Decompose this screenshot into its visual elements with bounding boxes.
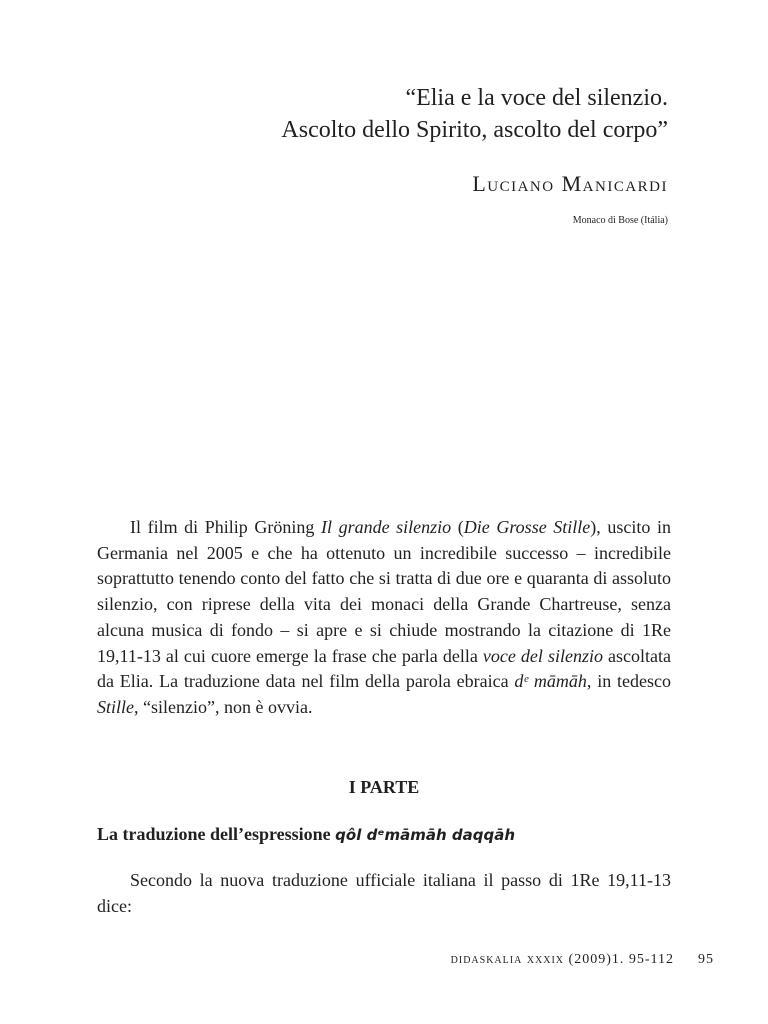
subheading-transliteration: qôl dᵉmāmāh daqqāh <box>335 826 516 844</box>
german-word: Stille <box>97 696 134 717</box>
title-line-1: “Elia e la voce del silenzio. <box>405 85 668 111</box>
part-heading: I PARTE <box>348 777 420 797</box>
section-subheading <box>97 824 515 845</box>
page-footer <box>451 952 714 968</box>
author-name: Luciano Manicardi <box>472 171 668 196</box>
text-run: , in tedesco <box>586 671 671 692</box>
text-run: , “silenzio”, non è ovvia. <box>134 696 313 717</box>
film-title: Il grande silenzio <box>320 517 452 537</box>
body-paragraph: Secondo la nuova traduzione ufficiale italiana il passo di 1Re 19,11-13 dice: <box>97 870 671 916</box>
article-title <box>281 82 668 146</box>
title-line-2: Ascolto dello Spirito, ascolto del corpo” <box>281 117 668 143</box>
hebrew-word: dᵉ māmāh <box>514 671 587 692</box>
text-run: ), uscito in Germania nel 2005 e che ha ottenuto un incredibile successo – incredibile soprattutto tenendo conto del fatto che si tratta di due ore e quaranta di assoluto silenzio, con riprese della vita dei monaci della Grande Chartreuse, senza alcuna musica di fondo – si apre e si chiude mostrando la citazione di 1Re 19,11-13 al cui cuore emerge la frase che parla della <box>97 517 671 666</box>
author-affiliation: Monaco di Bose (Itália) <box>572 215 668 226</box>
page-number: 95 <box>698 952 714 967</box>
film-original-title: Die Grosse Stille <box>463 517 591 537</box>
subheading-text: La traduzione dell’espressione <box>97 824 336 844</box>
text-run: ascoltata da Elia. La traduzione data nel film della parola ebraica <box>97 645 671 692</box>
phrase-voce-del-silenzio: voce del silenzio <box>482 645 603 666</box>
journal-citation: didaskalia xxxix (2009)1. 95-112 <box>450 952 674 967</box>
text-run: ( <box>451 517 464 537</box>
text-run: Il film di Philip Gröning <box>130 517 321 537</box>
intro-paragraph <box>97 515 671 721</box>
